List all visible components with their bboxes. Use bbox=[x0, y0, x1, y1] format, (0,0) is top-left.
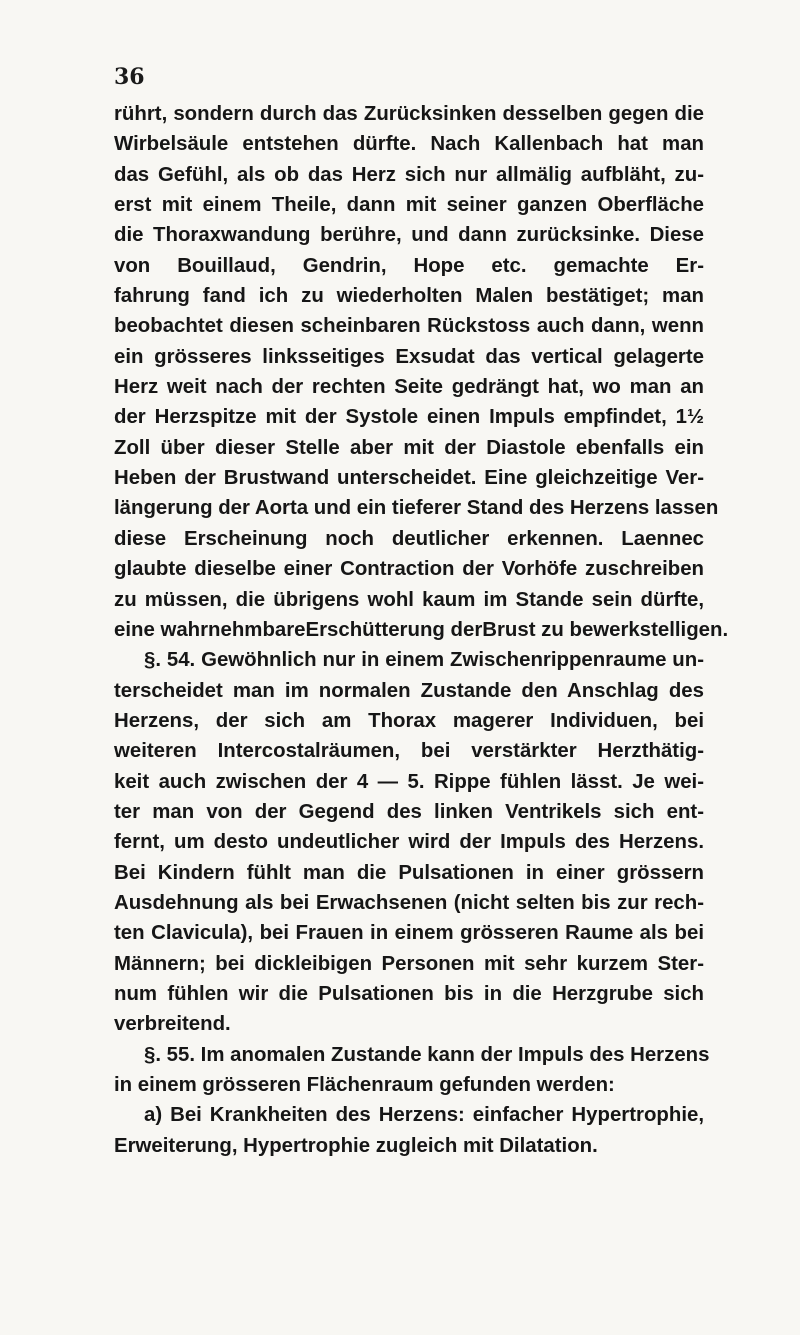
text-line: Heben der Brustwand unterscheidet. Eine gleichzeitige Ver- bbox=[114, 467, 704, 490]
text-line: glaubte dieselbe einer Contraction der Vorhöfe zuschreiben bbox=[114, 558, 704, 581]
text-line: die Thoraxwandung berühre, und dann zurücksinke. Diese bbox=[114, 224, 704, 247]
text-line: ein grösseres linksseitiges Exsudat das vertical gelagerte bbox=[114, 345, 704, 368]
text-line: zu müssen, die übrigens wohl kaum im Stande sein dürfte, bbox=[114, 588, 704, 611]
section-54-start: §. 54. Gewöhnlich nur in einem Zwischenrippenraume un- bbox=[144, 649, 704, 672]
text-line: eine wahrnehmbareErschütterung derBrust zu bewerkstelligen. bbox=[114, 618, 729, 641]
text-line: terscheidet man im normalen Zustande den Anschlag des bbox=[114, 679, 704, 702]
body-text bbox=[114, 99, 729, 1161]
section-55-start: §. 55. Im anomalen Zustande kann der Impuls des Herzens bbox=[144, 1043, 710, 1066]
text-line: von Bouillaud, Gendrin, Hope etc. gemachte Er- bbox=[114, 254, 704, 277]
text-line: ter man von der Gegend des linken Ventrikels sich ent- bbox=[114, 800, 704, 823]
text-line: ten Clavicula), bei Frauen in einem grösseren Raume als bei bbox=[114, 922, 704, 945]
text-line: diese Erscheinung noch deutlicher erkennen. Laennec bbox=[114, 527, 704, 550]
text-line: weiteren Intercostalräumen, bei verstärkter Herzthätig- bbox=[114, 740, 704, 763]
text-line: beobachtet diesen scheinbaren Rückstoss auch dann, wenn bbox=[114, 315, 704, 338]
list-item-a: a) Bei Krankheiten des Herzens: einfacher Hypertrophie, bbox=[144, 1104, 704, 1127]
text-line: Männern; bei dickleibigen Personen mit sehr kurzem Ster- bbox=[114, 952, 704, 975]
page-number: 36 bbox=[114, 64, 145, 90]
text-line: verbreitend. bbox=[114, 1013, 231, 1036]
text-line: keit auch zwischen der 4 — 5. Rippe fühlen lässt. Je wei- bbox=[114, 770, 704, 793]
text-line: Bei Kindern fühlt man die Pulsationen in einer grössern bbox=[114, 861, 704, 884]
text-line: fernt, um desto undeutlicher wird der Impuls des Herzens. bbox=[114, 831, 704, 854]
text-line: längerung der Aorta und ein tieferer Stand des Herzens lassen bbox=[114, 497, 719, 520]
text-line: in einem grösseren Flächenraum gefunden werden: bbox=[114, 1074, 615, 1096]
text-line: Wirbelsäule entstehen dürfte. Nach Kallenbach hat man bbox=[114, 133, 704, 156]
text-line: rührt, sondern durch das Zurücksinken desselben gegen die bbox=[114, 103, 704, 125]
text-line: Zoll über dieser Stelle aber mit der Diastole ebenfalls ein bbox=[114, 436, 704, 459]
text-line: Erweiterung, Hypertrophie zugleich mit Dilatation. bbox=[114, 1134, 598, 1157]
text-line: das Gefühl, als ob das Herz sich nur allmälig aufbläht, zu- bbox=[114, 163, 704, 186]
text-line: num fühlen wir die Pulsationen bis in die Herzgrube sich bbox=[114, 982, 704, 1005]
text-line: Herzens, der sich am Thorax magerer Individuen, bei bbox=[114, 709, 704, 732]
text-line: der Herzspitze mit der Systole einen Impuls empfindet, 1½ bbox=[114, 406, 704, 429]
text-line: Ausdehnung als bei Erwachsenen (nicht selten bis zur rech- bbox=[114, 891, 704, 914]
text-line: Herz weit nach der rechten Seite gedrängt hat, wo man an bbox=[114, 376, 704, 399]
text-line: fahrung fand ich zu wiederholten Malen bestätiget; man bbox=[114, 285, 704, 308]
text-line: erst mit einem Theile, dann mit seiner ganzen Oberfläche bbox=[114, 194, 704, 217]
